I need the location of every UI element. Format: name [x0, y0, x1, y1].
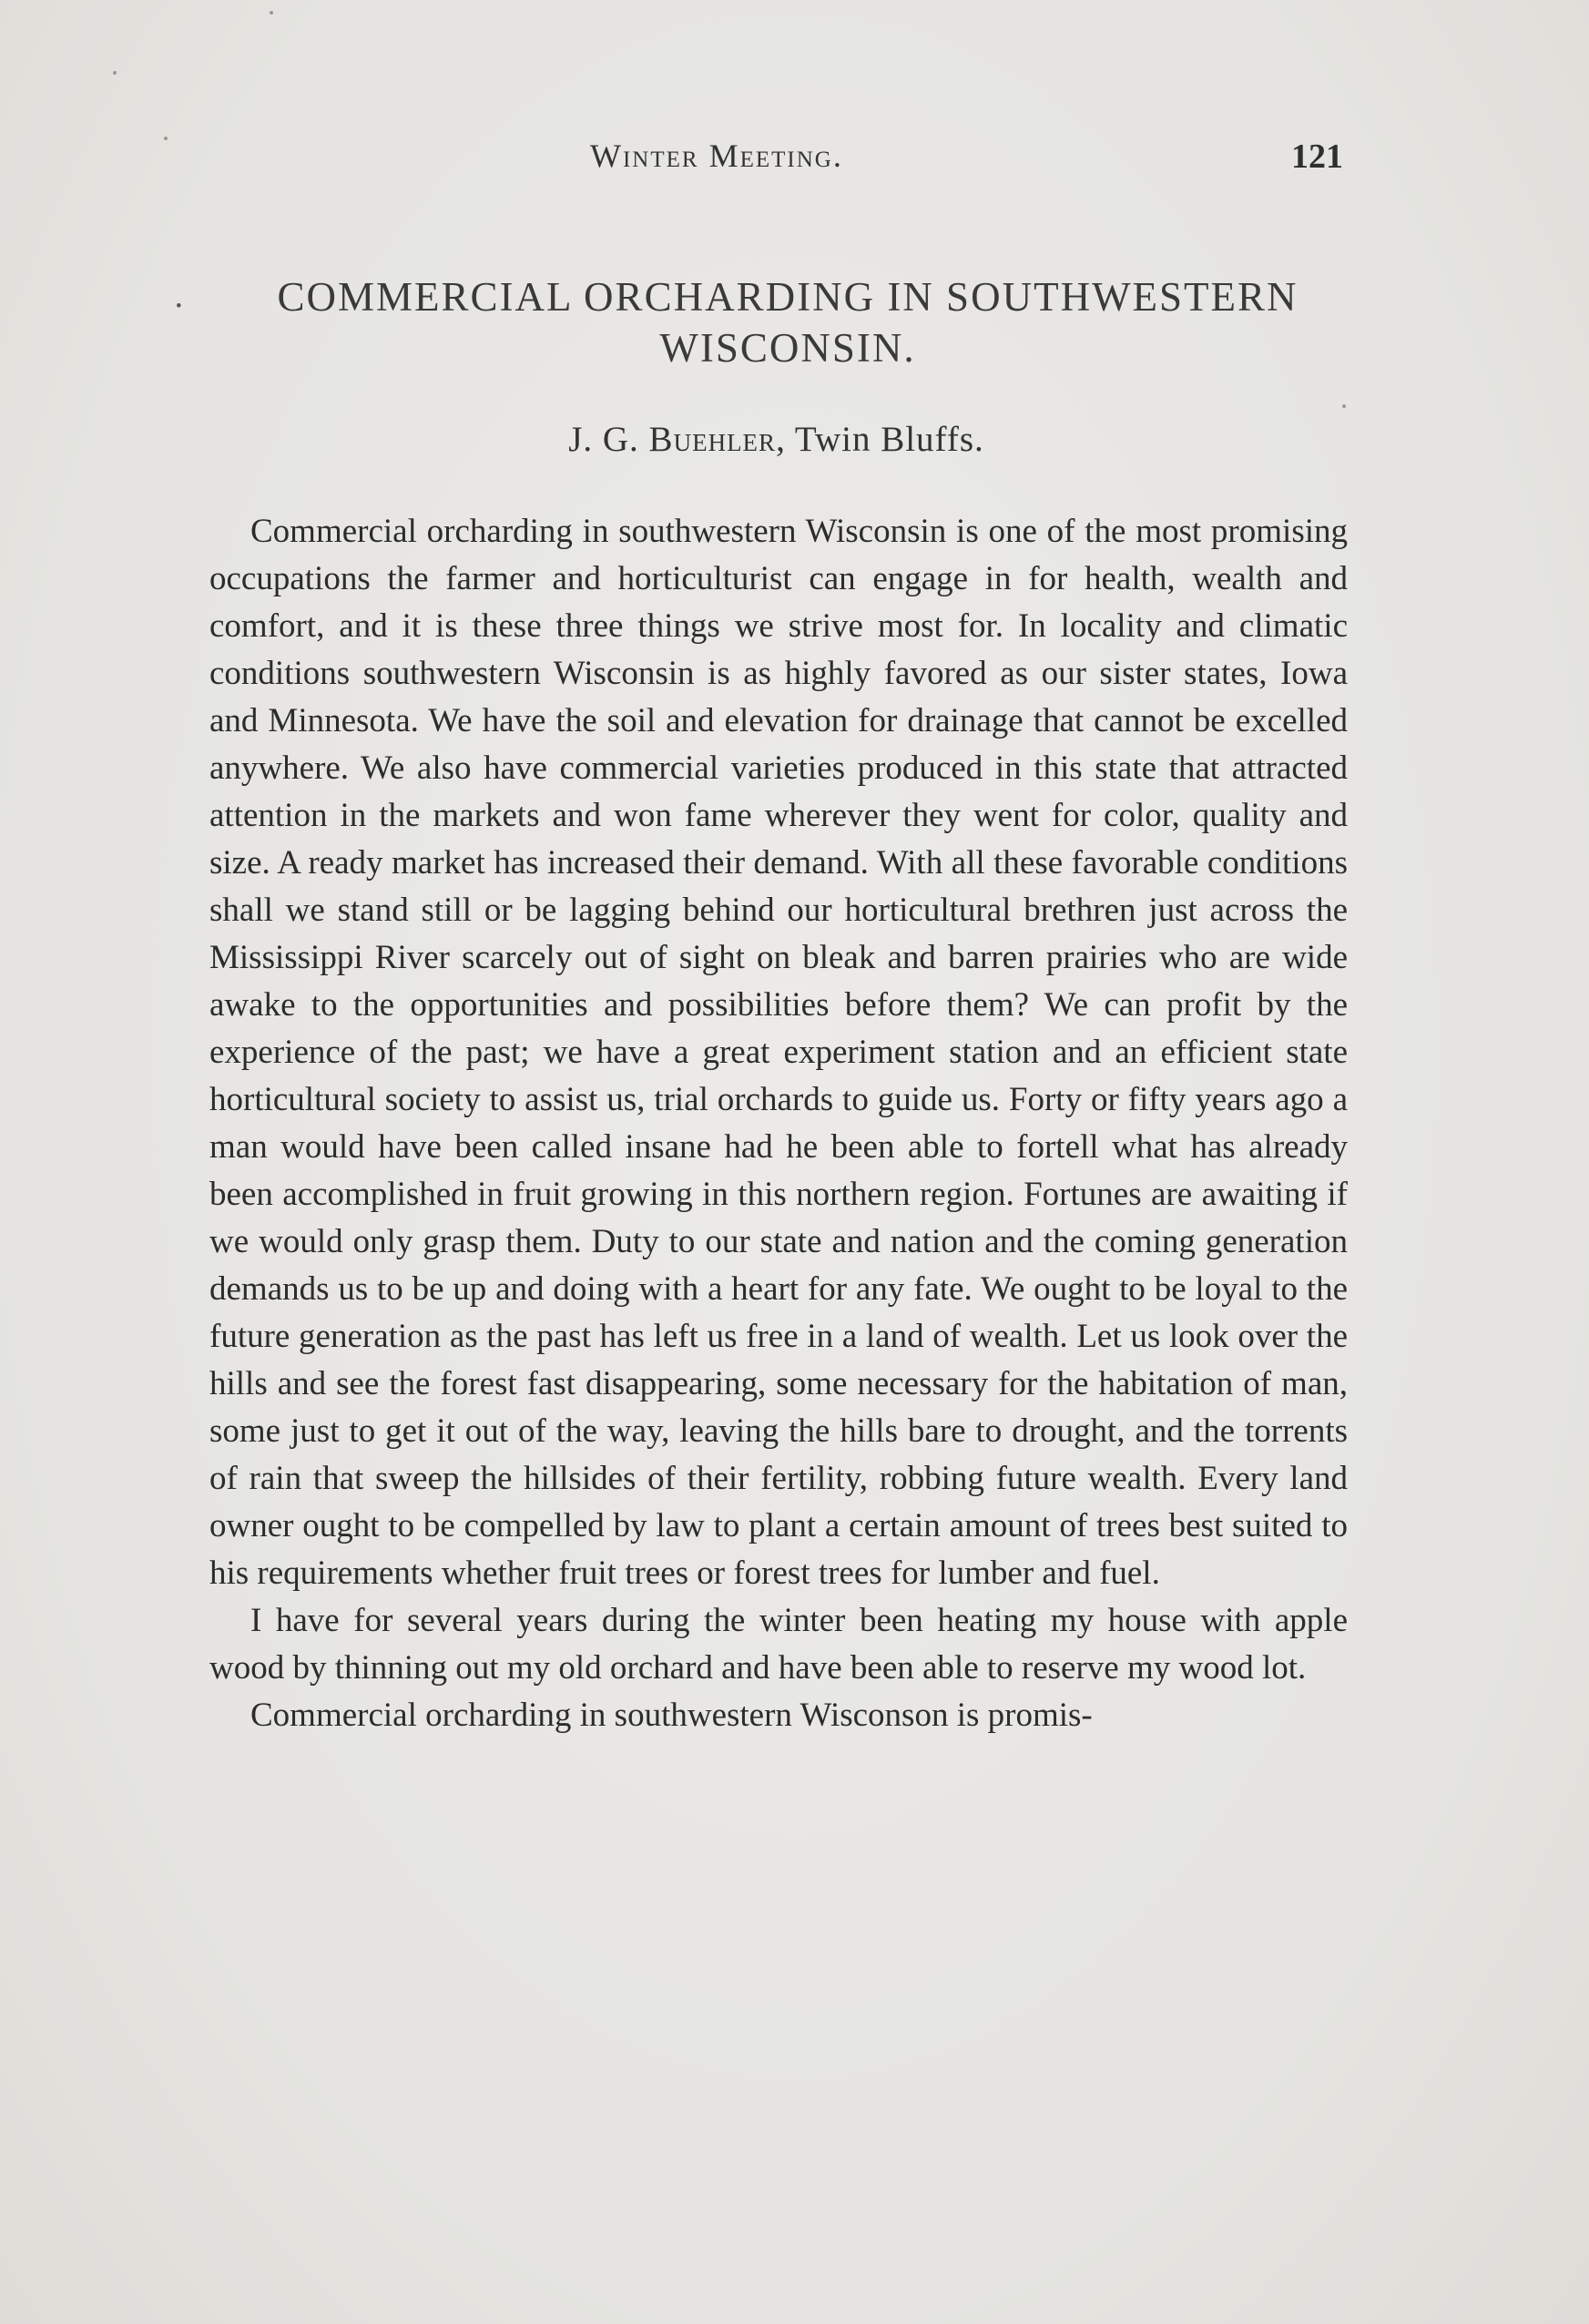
byline	[209, 419, 1343, 460]
body-paragraph: I have for several years during the winter been heating my house with apple wood by thinning out my old orchard and have been able to reserve my wood lot.	[209, 1602, 1348, 1687]
speck	[1342, 404, 1346, 408]
body-paragraph: Commercial orcharding in southwestern Wisconson is promis-	[250, 1697, 1093, 1734]
speck	[270, 11, 273, 15]
article-body	[209, 508, 1348, 1739]
running-title: Winter Meeting.	[590, 138, 843, 174]
running-header	[209, 137, 1343, 191]
author-location: , Twin Bluffs.	[776, 420, 984, 459]
speck	[113, 71, 117, 75]
title-line-1: COMMERCIAL ORCHARDING IN SOUTHWESTERN	[277, 274, 1299, 320]
page-number: 121	[1291, 138, 1343, 176]
speck	[164, 137, 168, 140]
stray-mark: ·	[173, 287, 185, 325]
author-name: J. G. Buehler	[568, 420, 777, 459]
title-line-2: WISCONSIN.	[659, 325, 916, 371]
body-paragraph: Commercial orcharding in southwestern Wisconsin is one of the most promising occupations the farmer and horticulturist can engage in for health, wealth and comfort, and it is these three things we strive most for. In locality and climatic conditions southwestern Wisconsin is as highly favored as our sister states, Iowa and Minnesota. We have the soil and elevation for drainage that cannot be excelled anywhere. We also have commercial varieties produced in this state that attracted attention in the markets and won fame wherever they went for color, quality and size. A ready market has increased their demand. With all these favorable conditions shall we stand still or be lagging behind our horticultural brethren just across the Mississippi River scarcely out of sight on bleak and barren prairies who are wide awake to the opportunities and possibilities before them? We can profit by the experience of the past; we have a great experiment station and an efficient state horticultural society to assist us, trial orchards to guide us. Forty or fifty years ago a man would have been called insane had he been able to fortell what has already been accomplished in fruit growing in this northern region. Fortunes are awaiting if we would only grasp them. Duty to our state and nation and the coming generation demands us to be up and doing with a heart for any fate. We ought to be loyal to the future generation as the past has left us free in a land of wealth. Let us look over the hills and see the forest fast disappearing, some necessary for the habitation of man, some just to get it out of the way, leaving the hills bare to drought, and the torrents of rain that sweep the hillsides of their fertility, robbing future wealth. Every land owner ought to be compelled by law to plant a certain amount of trees best suited to his requirements whether fruit trees or forest trees for lumber and fuel.	[209, 513, 1348, 1592]
article-title	[173, 271, 1366, 373]
